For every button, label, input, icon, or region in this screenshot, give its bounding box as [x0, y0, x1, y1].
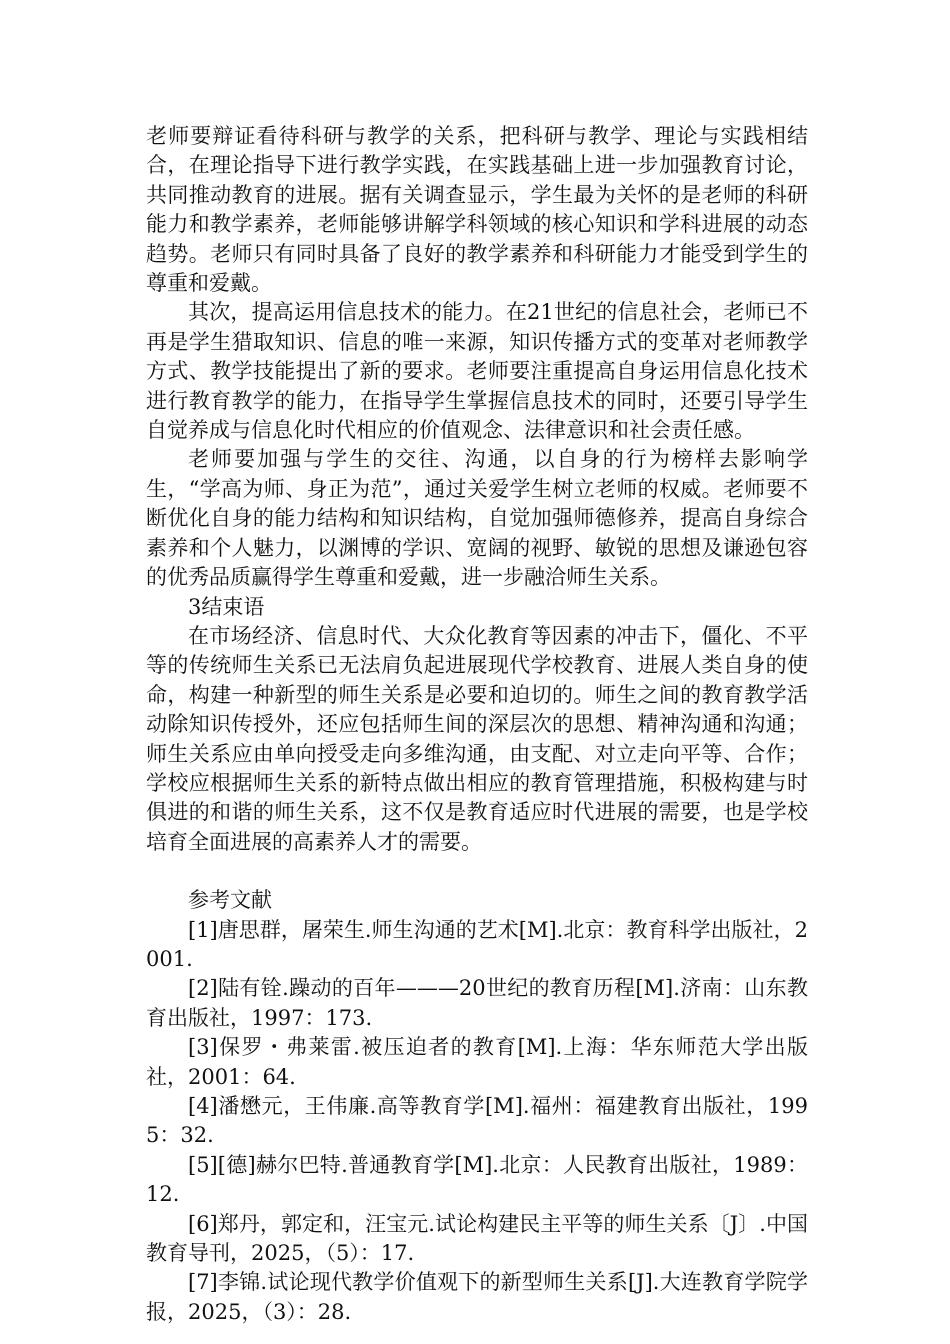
body-paragraph: 其次，提高运用信息技术的能力。在21世纪的信息社会，老师已不再是学生猎取知识、信息的唯一来源，知识传播方式的变革对老师教学方式、教学技能提出了新的要求。老师要注重提高自身运用信息化技术进行教育教学的能力，在指导学生掌握信息技术的同时，还要引导学生自觉养成与信息化时代相应的价值观念、法律意识和社会责任感。: [146, 300, 808, 443]
reference-item: [4]潘懋元，王伟廉.高等教育学[M].福州：福建教育出版社，1995：32.: [146, 1094, 808, 1148]
references-heading: 参考文献: [188, 888, 272, 913]
reference-item: [7]李锦.试论现代教学价值观下的新型师生关系[J].大连教育学院学报，2025，（3）：28.: [146, 1270, 808, 1324]
section-heading: 3结束语: [188, 594, 265, 619]
reference-item: [1]唐思群，屠荣生.师生沟通的艺术[M].北京：教育科学出版社，2001.: [146, 917, 808, 971]
document-page: [146, 122, 808, 1327]
reference-item: [2]陆有铨.躁动的百年———20世纪的教育历程[M].济南：山东教育出版社，1997：173.: [146, 976, 808, 1030]
body-paragraph: 老师要加强与学生的交往、沟通，以自身的行为榜样去影响学生，“学高为师、身正为范”，通过关爱学生树立老师的权威。老师要不断优化自身的能力结构和知识结构，自觉加强师德修养，提高自身综合素养和个人魅力，以渊博的学识、宽阔的视野、敏锐的思想及谦逊包容的优秀品质赢得学生尊重和爱戴，进一步融洽师生关系。: [146, 447, 808, 590]
body-paragraph: 老师要辩证看待科研与教学的关系，把科研与教学、理论与实践相结合，在理论指导下进行教学实践，在实践基础上进一步加强教育讨论，共同推动教育的进展。据有关调查显示，学生最为关怀的是老师的科研能力和教学素养，老师能够讲解学科领域的核心知识和学科进展的动态趋势。老师只有同时具备了良好的教学素养和科研能力才能受到学生的尊重和爱戴。: [146, 124, 808, 296]
reference-item: [5][德]赫尔巴特.普通教育学[M].北京：人民教育出版社，1989：12.: [146, 1152, 808, 1207]
spacer: [146, 857, 808, 886]
conclusion-paragraph: 在市场经济、信息时代、大众化教育等因素的冲击下，僵化、不平等的传统师生关系已无法肩负起进展现代学校教育、进展人类自身的使命，构建一种新型的师生关系是必要和迫切的。师生之间的教育教学活动除知识传授外，还应包括师生间的深层次的思想、精神沟通和沟通；师生关系应由单向授受走向多维沟通，由支配、对立走向平等、合作；学校应根据师生关系的新特点做出相应的教育管理措施，积极构建与时俱进的和谐的师生关系，这不仅是教育适应时代进展的需要，也是学校培育全面进展的高素养人才的需要。: [146, 623, 808, 854]
reference-item: [3]保罗・弗莱雷.被压迫者的教育[M].上海：华东师范大学出版社，2001：64.: [146, 1035, 808, 1089]
reference-item: [6]郑丹，郭定和，汪宝元.试论构建民主平等的师生关系〔J〕.中国教育导刊，2025，（5）：17.: [146, 1211, 808, 1266]
